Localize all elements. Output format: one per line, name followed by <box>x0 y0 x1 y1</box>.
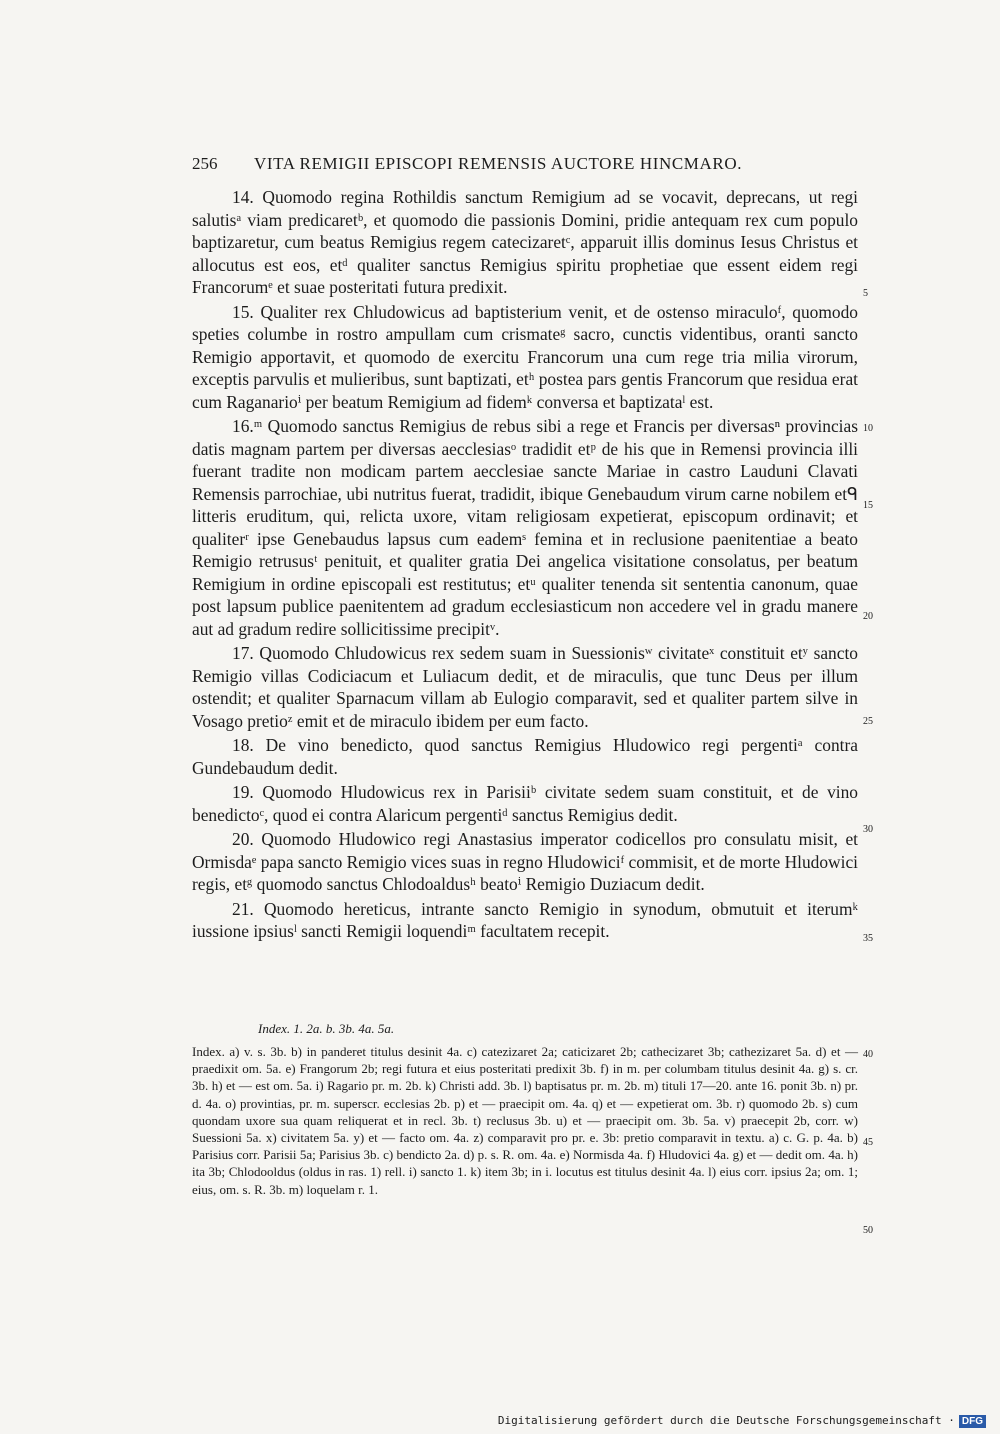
line-number: 30 <box>863 824 873 835</box>
chapter-20-text: 20. Quomodo Hludowico regi Anastasius imperator codicellos pro consulatu misit, et Ormisdaᵉ papa sancto Remigio vices suas in regno Hludowiciᶠ commisit, et de morte Hludowici regis, etᵍ quomodo sanctus Chlodoaldusʰ beatoⁱ Remigio Duziacum dedit. <box>192 829 858 894</box>
chapter-16 <box>192 415 858 640</box>
line-number: 35 <box>863 933 873 944</box>
line-number: 5 <box>863 288 868 299</box>
dfg-logo: DFG <box>959 1415 986 1428</box>
chapter-15-text: 15. Qualiter rex Chludowicus ad baptisterium venit, et de ostenso miraculoᶠ, quomodo speties columbe in rostro ampullam cum crismateᵍ sacro, cunctis videntibus, oranti sancto Remigio apportavit, et quomodo de exercitu Francorum una cum rege tria milia virorum, exceptis parvulis et mulieribus, sunt baptizati, etʰ postea pars gentis Francorum que residua erat cum Raganarioⁱ per beatum Remigium ad fidemᵏ conversa et baptizataˡ est. <box>192 301 858 412</box>
chapter-14-text: 14. Quomodo regina Rothildis sanctum Remigium ad se vocavit, deprecans, ut regi salutisᵃ viam predicaretᵇ, et quomodo die passionis Domini, pridie antequam rex cum populo baptizaretur, cum beatus Remigius regem catecizaretᶜ, apparuit illis dominus Iesus Christus et allocutus est eos, etᵈ qualiter sanctus Remigius spiritu prophetiae que essent eidem regi Francorumᵉ et suae posteritati futura predixit. <box>192 187 858 297</box>
chapter-21 <box>192 898 858 943</box>
chapter-14 <box>192 186 858 299</box>
credit-text: Digitalisierung gefördert durch die Deutsche Forschungsgemeinschaft · <box>497 1414 955 1427</box>
line-number: 10 <box>863 423 873 434</box>
digitization-credit <box>498 1414 986 1428</box>
index-line: Index. 1. 2a. b. 3b. 4a. 5a. <box>258 1021 395 1036</box>
chapter-17 <box>192 642 858 732</box>
critical-apparatus: Index. a) v. s. 3b. b) in panderet titulus desinit 4a. c) catezizaret 2a; caticizaret 2b; cathecizaret 3b; cathezizaret 5a. d) et — praedixit om. 5a. e) Frangorum 2b; regi futura et eius posteritati predixit 3b. f) in m. per columbam titulus desinit 4a. g) s. cr. 3b. h) et — est om. 5a. i) Ragario pr. m. 2b. k) Christi add. 3b. l) baptisatus pr. m. 2b. m) tituli 17—20. ante 16. ponit 3b. n) pr. d. 4a. o) provintias, pr. m. superscr. ecclesias 2b. p) et — praecipit om. 4a. q) et — expetierat om. 3b. r) quomodo 2b. s) cum quondam uxore sua quam reliquerat et in recl. 3b. t) reclusus 3b. u) et — praecipit om. 3b. 5a. v) praecepit 2b, corr. w) Suessioni 5a. x) civitatem 5a. y) et — facto om. 4a. z) comparavit pro pr. e. 3b: pretio comparavit in textu. a) c. G. p. 4a. b) Parisius corr. Parisii 5a; Parisius 3b. c) bendicto 2a. d) p. s. R. om. 4a. e) Normisda 4a. f) Hludovici 4a. g) et — dedit om. 4a. h) ita 3b; Chlodooldus (oldus in ras. 1) rell. i) sancto 1. k) item 3b; in i. locutus est titulus desinit 4a. l) eius corr. ipsius 2a; om. 1; eius, om. s. R. 3b. m) loquelam r. 1. <box>192 1044 858 1197</box>
line-number: 50 <box>863 1225 873 1236</box>
chapter-16-text: 16.ᵐ Quomodo sanctus Remigius de rebus sibi a rege et Francis per diversasⁿ provincias datis magnam partem per diversas aecclesiasᵒ tradidit etᵖ de his que in Remensi provincia illi fuerant tradite non modicam partem aecclesiae sancte Mariae in castro Lauduni Clavati Remensis parrochiae, ubi nutritus fuerat, tradidit, ibique Genebaudum virum carne nobilem etᑫ litteris eruditum, qui, relicta uxore, vitam religiosam expetierat, episcopum ordinavit; et qualiterʳ ipse Genebaudus lapsus cum eademˢ femina et in reclusione paenitentiae a beato Remigio retrususᵗ penituit, et qualiter gratia Dei angelica visitatione consolatus, per beatum Remigium in ordine episcopali est restitutus; etᵘ qualiter tenenda sit sententia canonum, quae post lapsum publice paenitentem ad gradum ecclesiasticum non accedere vel in gradu manere aut ad gradum redire sollicitissime precipitᵛ. <box>192 416 858 639</box>
chapter-21-text: 21. Quomodo hereticus, intrante sancto Remigio in synodum, obmutuit et iterumᵏ iussione ipsiusˡ sancti Remigii loquendiᵐ facultatem recepit. <box>192 898 858 941</box>
line-number: 15 <box>863 500 873 511</box>
chapter-18-text: 18. De vino benedicto, quod sanctus Remigius Hludowico regi pergentiᵃ contra Gundebaudum dedit. <box>192 735 858 778</box>
chapter-18 <box>192 734 858 779</box>
line-number: 20 <box>863 611 873 622</box>
chapter-17-text: 17. Quomodo Chludowicus rex sedem suam in Suessionisʷ civitateˣ constituit etʸ sancto Remigio villas Codiciacum et Luliacum dedit, et de miraculis, que tunc Deus per illum ostendit; et qualiter Sparnacum villam ab Eulogio comparavit, sed et qualiter partem silve in Vosago pretioᶻ emit et de miraculo ibidem per eum facto. <box>192 643 858 731</box>
chapter-15 <box>192 301 858 414</box>
line-number: 25 <box>863 716 873 727</box>
line-number: 40 <box>863 1049 873 1060</box>
line-number: 45 <box>863 1137 873 1148</box>
chapter-20 <box>192 828 858 896</box>
chapter-19-text: 19. Quomodo Hludowicus rex in Parisiiᵇ civitate sedem suam constituit, et de vino benedictoᶜ, quod ei contra Alaricum pergentiᵈ sanctus Remigius dedit. <box>192 782 858 825</box>
chapter-19 <box>192 781 858 826</box>
running-header <box>192 154 812 178</box>
page-number: 256 <box>192 154 218 173</box>
main-text <box>192 186 858 945</box>
running-title: VITA REMIGII EPISCOPI REMENSIS AUCTORE HINCMARO. <box>254 154 743 173</box>
